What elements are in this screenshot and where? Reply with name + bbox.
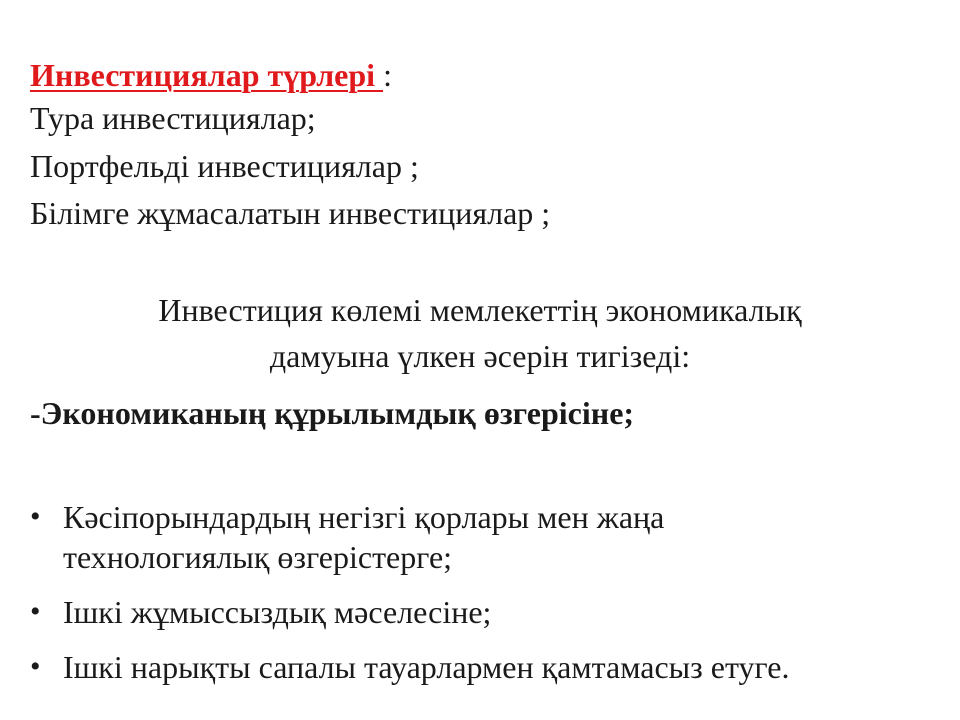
bullet-item (30, 497, 664, 577)
bullet-dot-icon: • (30, 595, 41, 628)
bullet-item (30, 647, 789, 687)
investment-type-intellectual: Білімге жұмасалатын инвестициялар ; (30, 195, 551, 231)
bullet-text-line-1: Кәсіпорындардың негізгі қорлары мен жаңа (63, 499, 665, 535)
heading-colon: : (383, 57, 392, 93)
structural-change-point: -Экономиканың құрылымдық өзгерісіне; (30, 395, 635, 431)
bullet-dot-icon: • (30, 650, 41, 683)
bullet-dot-icon: • (30, 500, 41, 533)
statement-line-2: дамуына үлкен әсерін тигізеді: (269, 338, 691, 374)
statement-line-1: Инвестиция көлемі мемлекеттің экономикалық (158, 292, 802, 328)
heading-line (30, 55, 392, 95)
bullet-text-line-1: Ішкі жұмыссыздық мәселесіне; (63, 594, 492, 630)
investment-type-direct: Тура инвестициялар; (30, 100, 316, 136)
slide-heading: Инвестициялар түрлері (30, 57, 384, 93)
bullet-text-line-2: технологиялық өзгерістерге; (63, 539, 453, 575)
bullet-item (30, 592, 491, 632)
investment-type-portfolio: Портфельді инвестициялар ; (30, 148, 419, 184)
bullet-text-line-1: Ішкі нарықты сапалы тауарлармен қамтамасыз етуге. (63, 649, 790, 685)
